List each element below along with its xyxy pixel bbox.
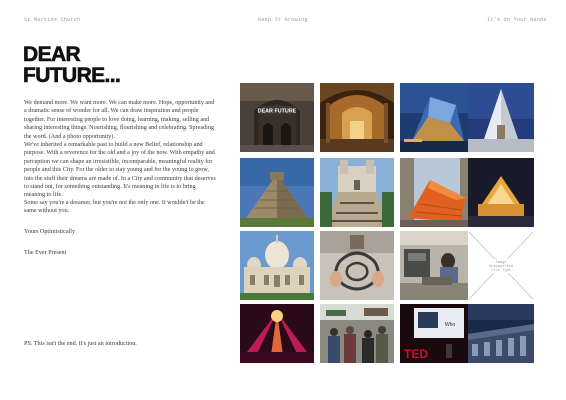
running-header-center: Keep It Growing <box>258 17 308 23</box>
photo-market-crowd <box>320 304 394 373</box>
placeholder-text-3: File Type <box>491 269 511 273</box>
photo-orange-pavilion <box>400 158 474 227</box>
photo-church-entrance <box>240 83 314 152</box>
photo-ted-stage <box>400 304 474 373</box>
postscript: PS. This isn't the end. It's just an introduction. <box>24 341 137 347</box>
church-sign-text: DEAR FUTURE <box>257 108 297 115</box>
night-building-image <box>468 304 534 363</box>
white-chapel-image <box>468 83 534 152</box>
photo-night-building <box>468 304 534 373</box>
sculpture-hands-image <box>320 231 394 300</box>
ted-logo-text: TED <box>404 347 428 361</box>
photo-white-chapel <box>468 83 534 152</box>
market-crowd-image <box>320 304 394 363</box>
church-entrance-image <box>240 83 314 152</box>
photo-spanish-steps <box>320 158 394 227</box>
glowing-pavilion-image <box>468 158 534 227</box>
photo-light-show <box>240 304 314 373</box>
running-header-left: St Martins Church <box>24 17 81 23</box>
photo-grid <box>240 83 534 363</box>
orange-pavilion-image <box>400 158 474 227</box>
photo-church-interior <box>320 83 394 152</box>
running-header-right: It's On Your Hands <box>487 17 547 23</box>
photo-royal-pavilion <box>240 231 314 300</box>
body-paragraph-2: We've inherited a remarkable past to build a new Belief, relationship and purpose. With a reverence for the old and a joy of the now. With empathy and perception we can shape an irresistible, incomparable, meaningful reality for people and this City. For the older to stay young and for the young to grow, into the stuff their dreams are made of. In a City and community that deserves to stand out, for something outstanding. It's meaning in life is to bring meaning to life. <box>24 142 216 199</box>
photo-mayan-pyramid <box>240 158 314 227</box>
sign-off: Yours Optimistically <box>24 229 76 235</box>
title-line-1: DEAR <box>23 43 81 66</box>
ted-stage-image <box>400 304 474 363</box>
photo-workshop <box>400 231 474 300</box>
placeholder-text-1: Image <box>495 261 507 265</box>
photo-glowing-pavilion <box>468 158 534 227</box>
spanish-steps-image <box>320 158 394 227</box>
title-line-2: FUTURE... <box>23 64 121 87</box>
photo-glass-building <box>400 83 474 152</box>
ted-screen-text: Who <box>444 322 456 328</box>
church-interior-image <box>320 83 394 152</box>
image-placeholder <box>468 231 534 300</box>
body-paragraph-3: Some say you're a dreamer, but you're not the only one. It wouldn't be the same without you. <box>24 200 205 215</box>
glass-building-image <box>400 83 474 152</box>
workshop-image <box>400 231 474 300</box>
body-paragraph-1: We demand more. We want more. We can make more. Hope, opportunity and a dramatic sense of wonder for all. We can draw inspiration and people together. For interesting people to love doing, learning, making, selling and sharing interesting things. Nourishing, flourishing and celebrating. Spreading the word. (And a photo opportunity). <box>24 100 215 140</box>
placeholder-image <box>468 231 534 300</box>
page-title <box>23 44 120 86</box>
mayan-pyramid-image <box>240 158 314 227</box>
signature: The Ever Present <box>24 250 67 256</box>
light-show-image <box>240 304 314 363</box>
placeholder-text-2: Unsupported <box>489 265 513 269</box>
royal-pavilion-image <box>240 231 314 300</box>
photo-sculpture-hands <box>320 231 394 300</box>
